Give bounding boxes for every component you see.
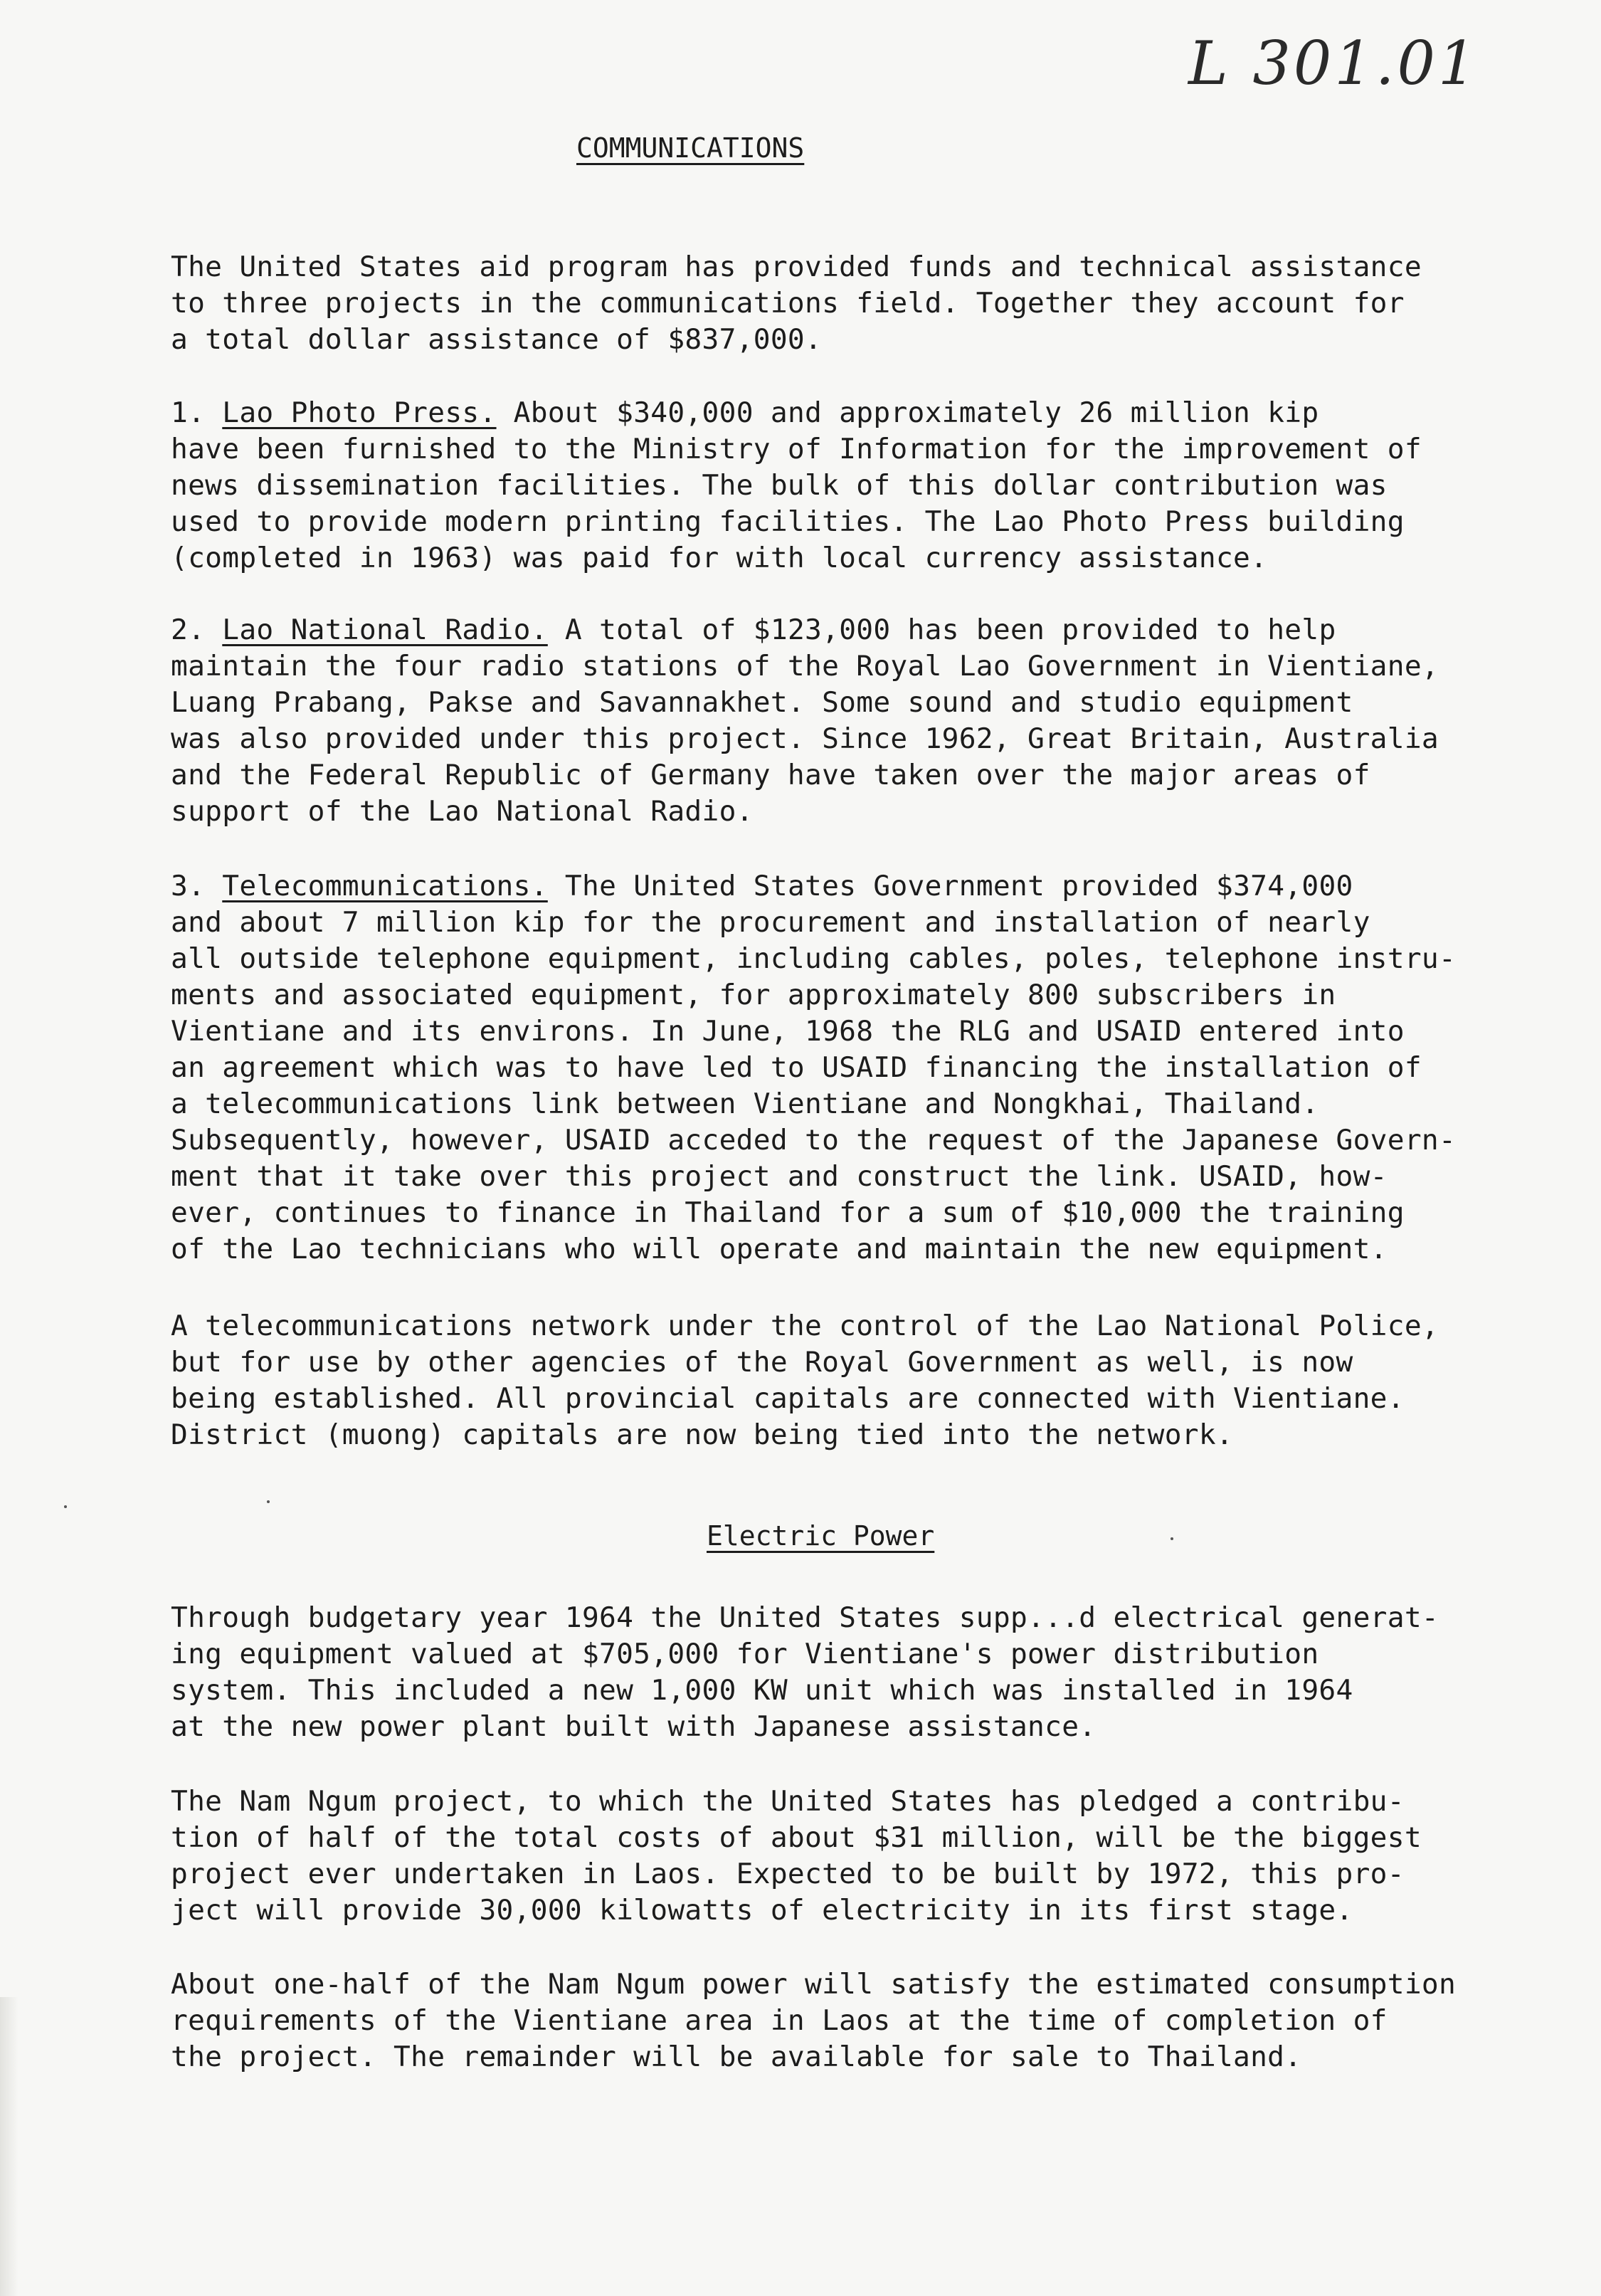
item-line: support of the Lao National Radio. <box>171 795 754 828</box>
item-line: ments and associated equipment, for approximately 800 subscribers in <box>171 979 1336 1011</box>
item-label: Lao Photo Press. <box>222 396 497 429</box>
item-first-line <box>171 612 1565 648</box>
scan-speck <box>267 1500 270 1503</box>
item-number: 2. <box>171 614 206 646</box>
power-paragraph-1 <box>171 1600 1565 1745</box>
paragraph-line: requirements of the Vientiane area in Laos at the time of completion of <box>171 2004 1388 2037</box>
item-line: have been furnished to the Ministry of Information for the improvement of <box>171 433 1422 465</box>
paragraph-line: ject will provide 30,000 kilowatts of electricity in its first stage. <box>171 1894 1353 1927</box>
item-line: Luang Prabang, Pakse and Savannakhet. Some sound and studio equipment <box>171 686 1353 719</box>
paragraph-line: project ever undertaken in Laos. Expected to be built by 1972, this pro- <box>171 1858 1405 1890</box>
item-first-line-text: About $340,000 and approximately 26 million kip <box>513 396 1319 429</box>
paragraph-line: Through budgetary year 1964 the United States supp...d electrical generat- <box>171 1601 1439 1634</box>
item-line: all outside telephone equipment, including cables, poles, telephone instru- <box>171 942 1457 975</box>
paragraph-line: but for use by other agencies of the Royal Government as well, is now <box>171 1346 1353 1379</box>
paragraph-line: About one-half of the Nam Ngum power will satisfy the estimated consumption <box>171 1968 1457 2001</box>
scan-speck <box>64 1505 67 1508</box>
page-title: COMMUNICATIONS <box>576 132 805 164</box>
paragraph-line: being established. All provincial capitals are connected with Vientiane. <box>171 1382 1405 1415</box>
intro-line: to three projects in the communications field. Together they account for <box>171 287 1405 320</box>
item-first-line-text: A total of $123,000 has been provided to help <box>564 614 1336 646</box>
item-line: news dissemination facilities. The bulk of this dollar contribution was <box>171 469 1388 502</box>
network-paragraph <box>171 1308 1565 1453</box>
intro-line: a total dollar assistance of $837,000. <box>171 323 823 356</box>
item-line: was also provided under this project. Since 1962, Great Britain, Australia <box>171 722 1439 755</box>
paragraph-line: A telecommunications network under the control of the Lao National Police, <box>171 1310 1439 1342</box>
item-label: Telecommunications. <box>222 870 548 902</box>
paragraph-line: The Nam Ngum project, to which the United States has pledged a contribu- <box>171 1785 1405 1818</box>
paragraph-line: system. This included a new 1,000 KW unit which was installed in 1964 <box>171 1674 1353 1707</box>
item-first-line-text: The United States Government provided $374,000 <box>564 870 1353 902</box>
item-line: Subsequently, however, USAID acceded to the request of the Japanese Govern- <box>171 1124 1457 1157</box>
item-line: a telecommunications link between Vientiane and Nongkhai, Thailand. <box>171 1088 1319 1120</box>
item-number: 1. <box>171 396 206 429</box>
item-line: Vientiane and its environs. In June, 1968 the RLG and USAID entered into <box>171 1015 1405 1048</box>
item-line: maintain the four radio stations of the Royal Lao Government in Vientiane, <box>171 650 1439 683</box>
scan-speck <box>1171 1537 1173 1540</box>
intro-line: The United States aid program has provided funds and technical assistance <box>171 251 1422 283</box>
item-lao-photo-press <box>171 395 1565 576</box>
item-line: and about 7 million kip for the procurement and installation of nearly <box>171 906 1370 939</box>
item-line: an agreement which was to have led to USAID financing the installation of <box>171 1051 1422 1084</box>
item-lao-national-radio <box>171 612 1565 830</box>
item-line: and the Federal Republic of Germany have taken over the major areas of <box>171 759 1370 791</box>
item-line: (completed in 1963) was paid for with local currency assistance. <box>171 542 1268 574</box>
scan-edge-shadow <box>0 1997 19 2296</box>
item-first-line <box>171 395 1565 431</box>
item-line: of the Lao technicians who will operate and maintain the new equipment. <box>171 1233 1388 1265</box>
item-label: Lao National Radio. <box>222 614 548 646</box>
item-telecommunications <box>171 868 1565 1268</box>
item-line: ever, continues to finance in Thailand for a sum of $10,000 the training <box>171 1196 1405 1229</box>
power-paragraph-3 <box>171 1966 1565 2075</box>
paragraph-line: tion of half of the total costs of about $31 million, will be the biggest <box>171 1821 1422 1854</box>
intro-paragraph <box>171 249 1565 358</box>
section-heading-electric-power: Electric Power <box>707 1520 935 1552</box>
handwritten-file-reference: L 301.01 <box>1188 28 1479 98</box>
item-number: 3. <box>171 870 206 902</box>
item-line: ment that it take over this project and construct the link. USAID, how- <box>171 1160 1388 1193</box>
paragraph-line: District (muong) capitals are now being tied into the network. <box>171 1418 1234 1451</box>
item-first-line <box>171 868 1565 905</box>
paragraph-line: at the new power plant built with Japanese assistance. <box>171 1710 1097 1743</box>
paragraph-line: ing equipment valued at $705,000 for Vientiane's power distribution <box>171 1638 1319 1670</box>
item-line: used to provide modern printing facilities. The Lao Photo Press building <box>171 505 1405 538</box>
paragraph-line: the project. The remainder will be available for sale to Thailand. <box>171 2040 1302 2073</box>
power-paragraph-2 <box>171 1784 1565 1929</box>
